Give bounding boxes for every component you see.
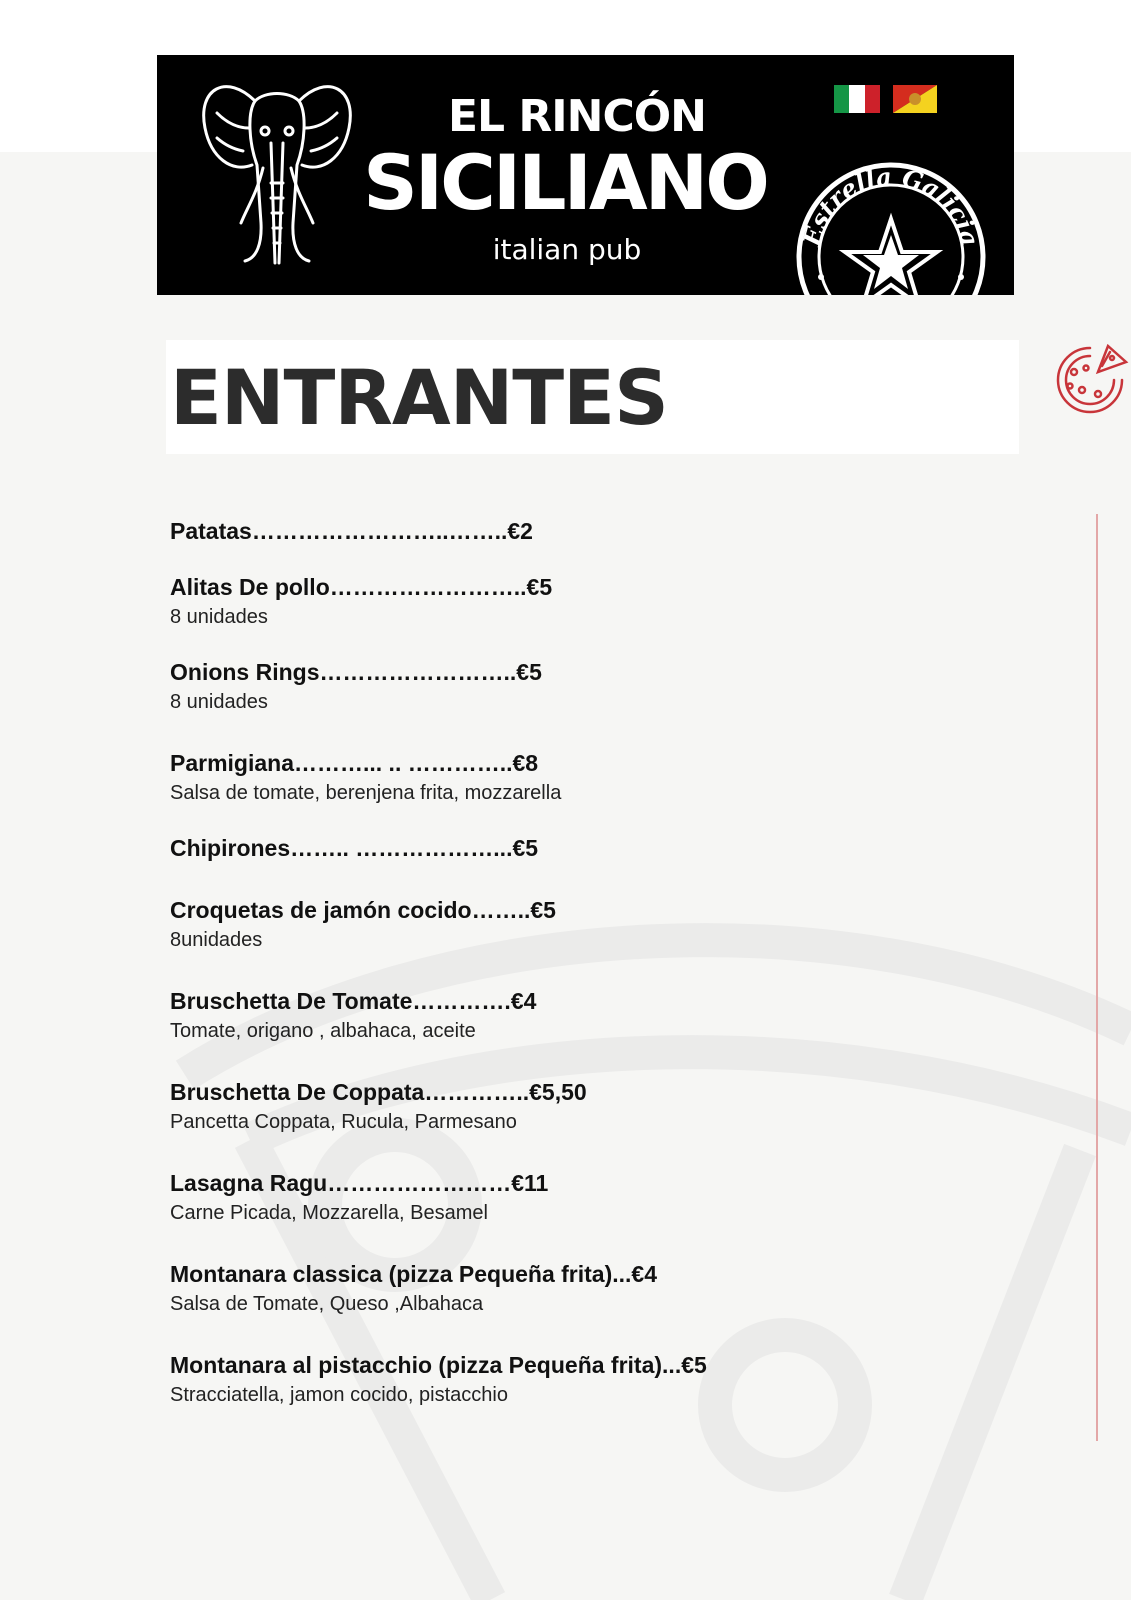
menu-item-title [170, 1261, 657, 1288]
menu-item-dots: …………. [412, 988, 511, 1014]
menu-item-dots: ……………………..…….. [251, 518, 508, 544]
menu-item-price: €8 [512, 750, 539, 776]
menu-item-title [170, 988, 536, 1015]
menu-item-dots: …….. ………………... [290, 835, 513, 861]
menu-item-description: Stracciatella, jamon cocido, pistacchio [170, 1384, 508, 1406]
menu-item-description: 8 unidades [170, 691, 268, 713]
menu-item-name: Bruschetta De Coppata [170, 1079, 425, 1105]
menu-item [170, 518, 533, 545]
menu-item [170, 1170, 548, 1225]
menu-item [170, 1079, 587, 1134]
menu-item-title [170, 750, 561, 777]
menu-item-description: 8 unidades [170, 606, 268, 628]
menu-item-title [170, 659, 542, 686]
menu-item [170, 750, 561, 805]
menu-item-name: Lasagna Ragu [170, 1170, 328, 1196]
menu-item-name: Montanara al pistacchio (pizza Pequeña frita) [170, 1352, 663, 1378]
menu-item-description: Pancetta Coppata, Rucula, Parmesano [170, 1111, 517, 1133]
header-banner [157, 55, 1014, 295]
menu-item-price: €4 [631, 1261, 658, 1287]
elephant-logo-icon [197, 73, 357, 273]
menu-item-description: Salsa de Tomate, Queso ,Albahaca [170, 1293, 484, 1315]
svg-text:Estrella Galicia: Estrella Galicia [796, 161, 986, 249]
menu-item-price: €4 [510, 988, 537, 1014]
menu-item-dots: ………….. [424, 1079, 530, 1105]
menu-item-title [170, 897, 556, 924]
menu-item-dots: …………………….. [329, 574, 527, 600]
menu-item-description: Tomate, origano , albahaca, aceite [170, 1020, 476, 1042]
menu-item-title [170, 574, 552, 601]
section-title: ENTRANTES [170, 353, 668, 442]
pizza-icon [1052, 342, 1130, 420]
italy-flag-icon [834, 85, 880, 113]
menu-item [170, 574, 552, 629]
menu-item-price: €5 [516, 659, 542, 685]
menu-item-name: Montanara classica (pizza Pequeña frita) [170, 1261, 613, 1287]
menu-item-price: €2 [507, 518, 533, 544]
menu-item-dots: ………... .. ………….. [294, 750, 513, 776]
menu-item-name: Croquetas de jamón cocido [170, 897, 472, 923]
side-divider [1096, 514, 1098, 1441]
menu-item-name: Parmigiana [170, 750, 294, 776]
menu-item-price: €5 [526, 574, 553, 600]
menu-item-description: Carne Picada, Mozzarella, Besamel [170, 1202, 488, 1224]
estrella-galicia-logo [791, 157, 991, 295]
menu-item [170, 1352, 707, 1407]
menu-item-dots: …………………….. [319, 659, 517, 685]
menu-item-name: Chipirones [170, 835, 291, 861]
menu-item-description: 8unidades [170, 929, 263, 951]
sicily-flag-icon [893, 85, 937, 113]
menu-item-title [170, 1079, 587, 1106]
menu-item-title [170, 1170, 548, 1197]
menu-item-dots: …………………… [327, 1170, 512, 1196]
flags [834, 85, 944, 115]
menu-item [170, 1261, 657, 1316]
menu-item-name: Alitas De pollo [170, 574, 330, 600]
menu-item-title [170, 518, 533, 545]
menu-item-dots: …….. [471, 897, 531, 923]
menu-item-description: Salsa de tomate, berenjena frita, mozzarella [170, 782, 562, 804]
menu-item-price: €5 [681, 1352, 707, 1378]
menu-item [170, 988, 536, 1043]
menu-item-title [170, 835, 538, 862]
menu-item-price: €11 [511, 1170, 549, 1196]
brand-title-main: SICILIANO [363, 138, 767, 227]
brand-subtitle: italian pub [492, 233, 642, 266]
menu-item-name: Patatas [170, 518, 252, 544]
menu-item-name: Bruschetta De Tomate [170, 988, 413, 1014]
menu-item-title [170, 1352, 707, 1379]
brand-title-top: EL RINCÓN [447, 91, 706, 142]
menu-item-dots: ... [662, 1352, 682, 1378]
menu-item [170, 897, 556, 952]
menu-item [170, 659, 542, 714]
menu-item-dots: ... [612, 1261, 632, 1287]
menu-item-name: Onions Rings [170, 659, 320, 685]
menu-item [170, 835, 538, 862]
menu-item-price: €5 [530, 897, 556, 923]
menu-item-price: €5 [512, 835, 539, 861]
menu-item-price: €5,50 [529, 1079, 587, 1105]
